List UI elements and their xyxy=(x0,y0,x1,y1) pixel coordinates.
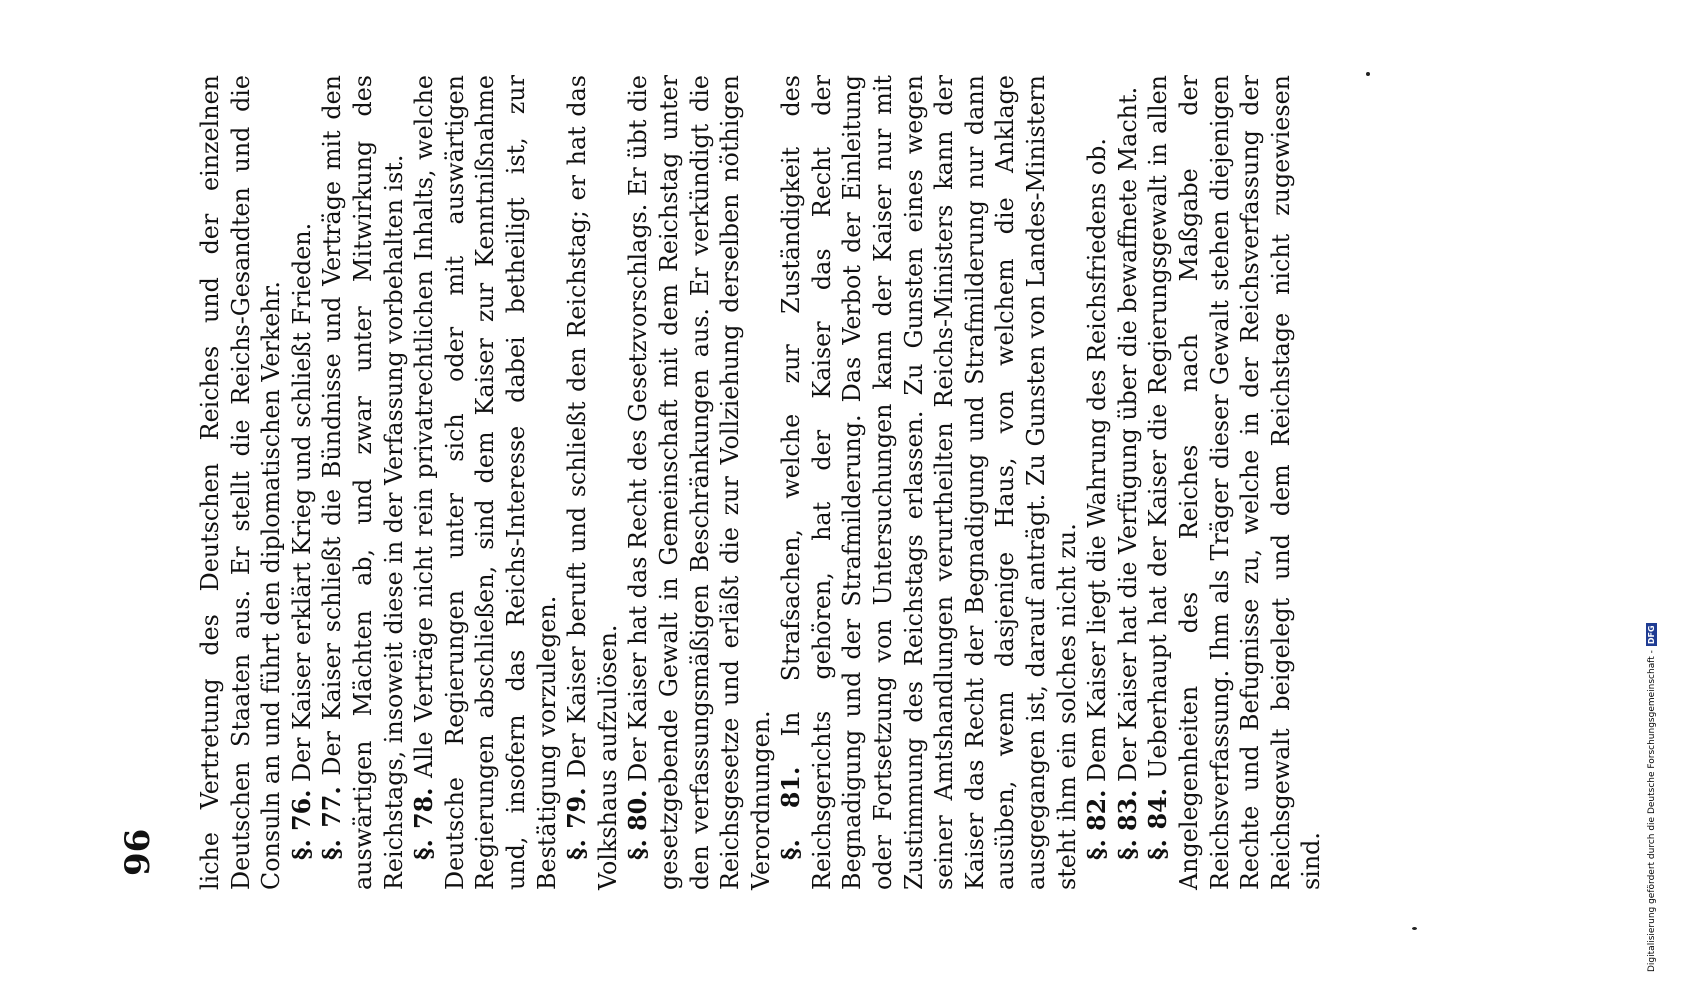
section-number: §. 82. xyxy=(1083,789,1112,860)
paragraph xyxy=(1113,75,1144,890)
paragraph-text: Der Kaiser erklärt Krieg und schließt Frieden. xyxy=(287,222,316,782)
paragraph xyxy=(623,75,776,890)
paragraph xyxy=(1143,75,1327,890)
section-number: §. 84. xyxy=(1144,787,1173,860)
page-number: 96 xyxy=(118,828,158,876)
paragraph-text: Der Kaiser schließt die Bündnisse und Verträge mit den auswärtigen Mächten ab, und zwar unter Mitwirkung des Reichstags, insoweit diese in der Verfassung vorbehalten ist. xyxy=(318,75,408,890)
section-number: §. 78. xyxy=(410,787,439,860)
paragraph xyxy=(1082,75,1113,890)
digitization-credit xyxy=(1646,623,1657,972)
body-text xyxy=(195,75,1327,890)
paragraph xyxy=(776,75,1082,890)
section-number: §. 81. xyxy=(777,766,806,860)
paragraph xyxy=(317,75,409,890)
paragraph xyxy=(287,75,318,890)
paragraph-text: Der Kaiser hat das Recht des Gesetzvorschlags. Er übt die gesetzgebende Gewalt in Gemeinschaft mit dem Reichstag unter den verfassungsmäßigen Beschränkungen aus. Er verkündigt die Reichsgesetze und erläßt die zur Vollziehung derselben nöthigen Verordnungen. xyxy=(624,75,775,890)
section-number: §. 76. xyxy=(287,789,316,860)
paragraph-text: Alle Verträge nicht rein privatrechtlichen Inhalts, welche Deutsche Regierungen unter sich oder mit auswärtigen Regierungen abschließen, sind dem Kaiser zur Kenntnißnahme und, insofern das Reichs-Interesse dabei betheiligt ist, zur Bestätigung vorzulegen. xyxy=(410,75,561,890)
paragraph xyxy=(195,75,287,890)
paragraph-text: Der Kaiser hat die Verfügung über die bewaffnete Macht. xyxy=(1113,86,1142,782)
paragraph xyxy=(409,75,562,890)
dfg-logo: DFG xyxy=(1647,625,1656,645)
scan-speck xyxy=(1366,72,1370,76)
section-number: §. 83. xyxy=(1113,789,1142,860)
section-number: §. 80. xyxy=(624,789,653,860)
credit-text: Digitalisierung gefördert durch die Deutsche Forschungsgemeinschaft - xyxy=(1646,650,1657,972)
paragraph-text: Dem Kaiser liegt die Wahrung des Reichsfriedens ob. xyxy=(1083,138,1112,782)
section-number: §. 79. xyxy=(563,787,592,860)
section-number: §. 77. xyxy=(318,786,347,860)
scan-speck xyxy=(1412,927,1417,930)
paragraph xyxy=(562,75,623,890)
paragraph-text: Der Kaiser beruft und schließt den Reichstag; er hat das Volkshaus aufzulösen. xyxy=(563,75,622,890)
paragraph-text: Ueberhaupt hat der Kaiser die Regierungsgewalt in allen Angelegenheiten des Reiches nach Maßgabe der Reichsverfassung. Ihm als Träger dieser Gewalt stehen diejenigen Rechte und Befugnisse zu, welche in der Reichsverfassung der Reichsgewalt beigelegt und dem Reichstage nicht zugewiesen sind. xyxy=(1144,75,1326,890)
paragraph-text: In Strafsachen, welche zur Zuständigkeit des Reichsgerichts gehören, hat der Kaiser das Recht der Begnadigung und der Strafmilderung. Das Verbot der Einleitung oder Fortsetzung von Untersuchungen kann der Kaiser nur mit Zustimmung des Reichstags erlassen. Zu Gunsten eines wegen seiner Amtshandlungen verurtheilten Reichs-Ministers kann der Kaiser das Recht der Begnadigung und Strafmilderung nur dann ausüben, wenn dasjenige Haus, von welchem die Anklage ausgegangen ist, darauf anträgt. Zu Gunsten von Landes-Ministern steht ihm ein solches nicht zu. xyxy=(777,75,1081,890)
paragraph-text: liche Vertretung des Deutschen Reiches und der einzelnen Deutschen Staaten aus. Er stellt die Reichs-Gesandten und die Consuln an und führt den diplomatischen Verkehr. xyxy=(196,75,286,890)
